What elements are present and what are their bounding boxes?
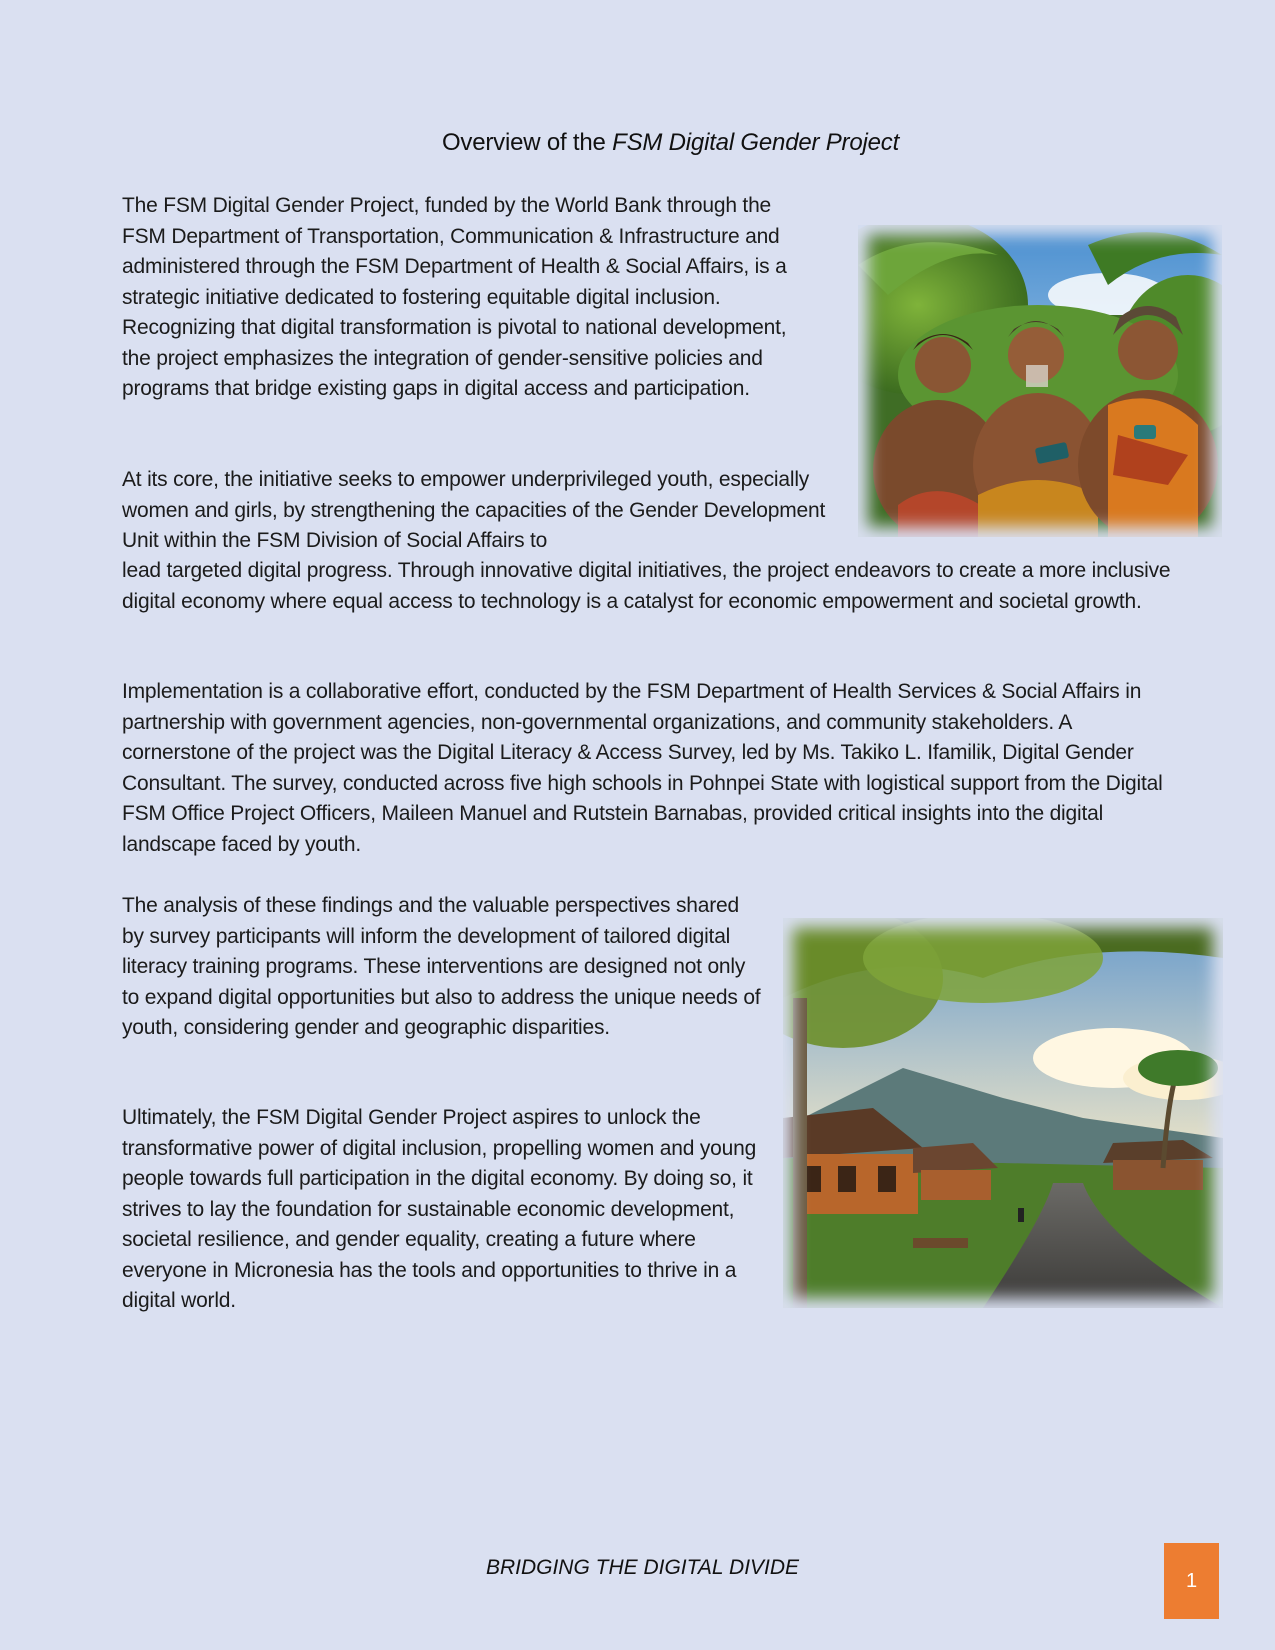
photo-village-road: [783, 918, 1223, 1308]
paragraph-conclusion: Ultimately, the FSM Digital Gender Project aspires to unlock the transformative power of digital inclusion, propelling women and young people towards full participation in the digital economy. By doing so, it strives to lay the foundation for sustainable economic development, societal resilience, and gender equality, creating a future where everyone in Micronesia has the tools and opportunities to thrive in a digital world.: [122, 1106, 757, 1312]
footer-tagline: BRIDGING THE DIGITAL DIVIDE: [485, 1556, 800, 1579]
photo-people-illustration: [858, 225, 1222, 537]
page-title: [0, 127, 1275, 159]
page-title-emphasis: FSM Digital Gender Project: [612, 129, 900, 156]
paragraph-core-wrapped: At its core, the initiative seeks to empower underprivileged youth, especially women and girls, by strengthening the capacities of the Gender Development Unit within the FSM Division of Social Affairs to: [122, 468, 826, 552]
photo-people-with-phones: [858, 225, 1222, 537]
paragraph-intro: The FSM Digital Gender Project, funded by the World Bank through the FSM Department of Transportation, Communication & Infrastructure and administered through the FSM Department of Health & Social Affairs, is a strategic initiative dedicated to fostering equitable digital inclusion. Recognizing that digital transformation is pivotal to national development, the project emphasizes the integration of gender-sensitive policies and programs that bridge existing gaps in digital access and participation.: [122, 194, 787, 400]
paragraph-core-continued: lead targeted digital progress. Through innovative digital initiatives, the project endeavors to create a more inclusive digital economy where equal access to technology is a catalyst for economic empowerment and societal growth.: [122, 559, 1171, 613]
page-title-prefix: Overview of the: [441, 129, 613, 156]
photo-village-illustration: [783, 918, 1223, 1308]
paragraph-implementation: Implementation is a collaborative effort, conducted by the FSM Department of Health Services & Social Affairs in partnership with government agencies, non-governmental organizations, and community stakeholders. A cornerstone of the project was the Digital Literacy & Access Survey, led by Ms. Takiko L. Ifamilik, Digital Gender Consultant. The survey, conducted across five high schools in Pohnpei State with logistical support from the Digital FSM Office Project Officers, Maileen Manuel and Rutstein Barnabas, provided critical insights into the digital landscape faced by youth.: [122, 680, 1163, 856]
page-number-badge: 1: [1164, 1543, 1219, 1619]
paragraph-analysis: The analysis of these findings and the valuable perspectives shared by survey participants will inform the development of tailored digital literacy training programs. These interventions are designed not only to expand digital opportunities but also to address the unique needs of youth, considering gender and geographic disparities.: [122, 894, 761, 1039]
